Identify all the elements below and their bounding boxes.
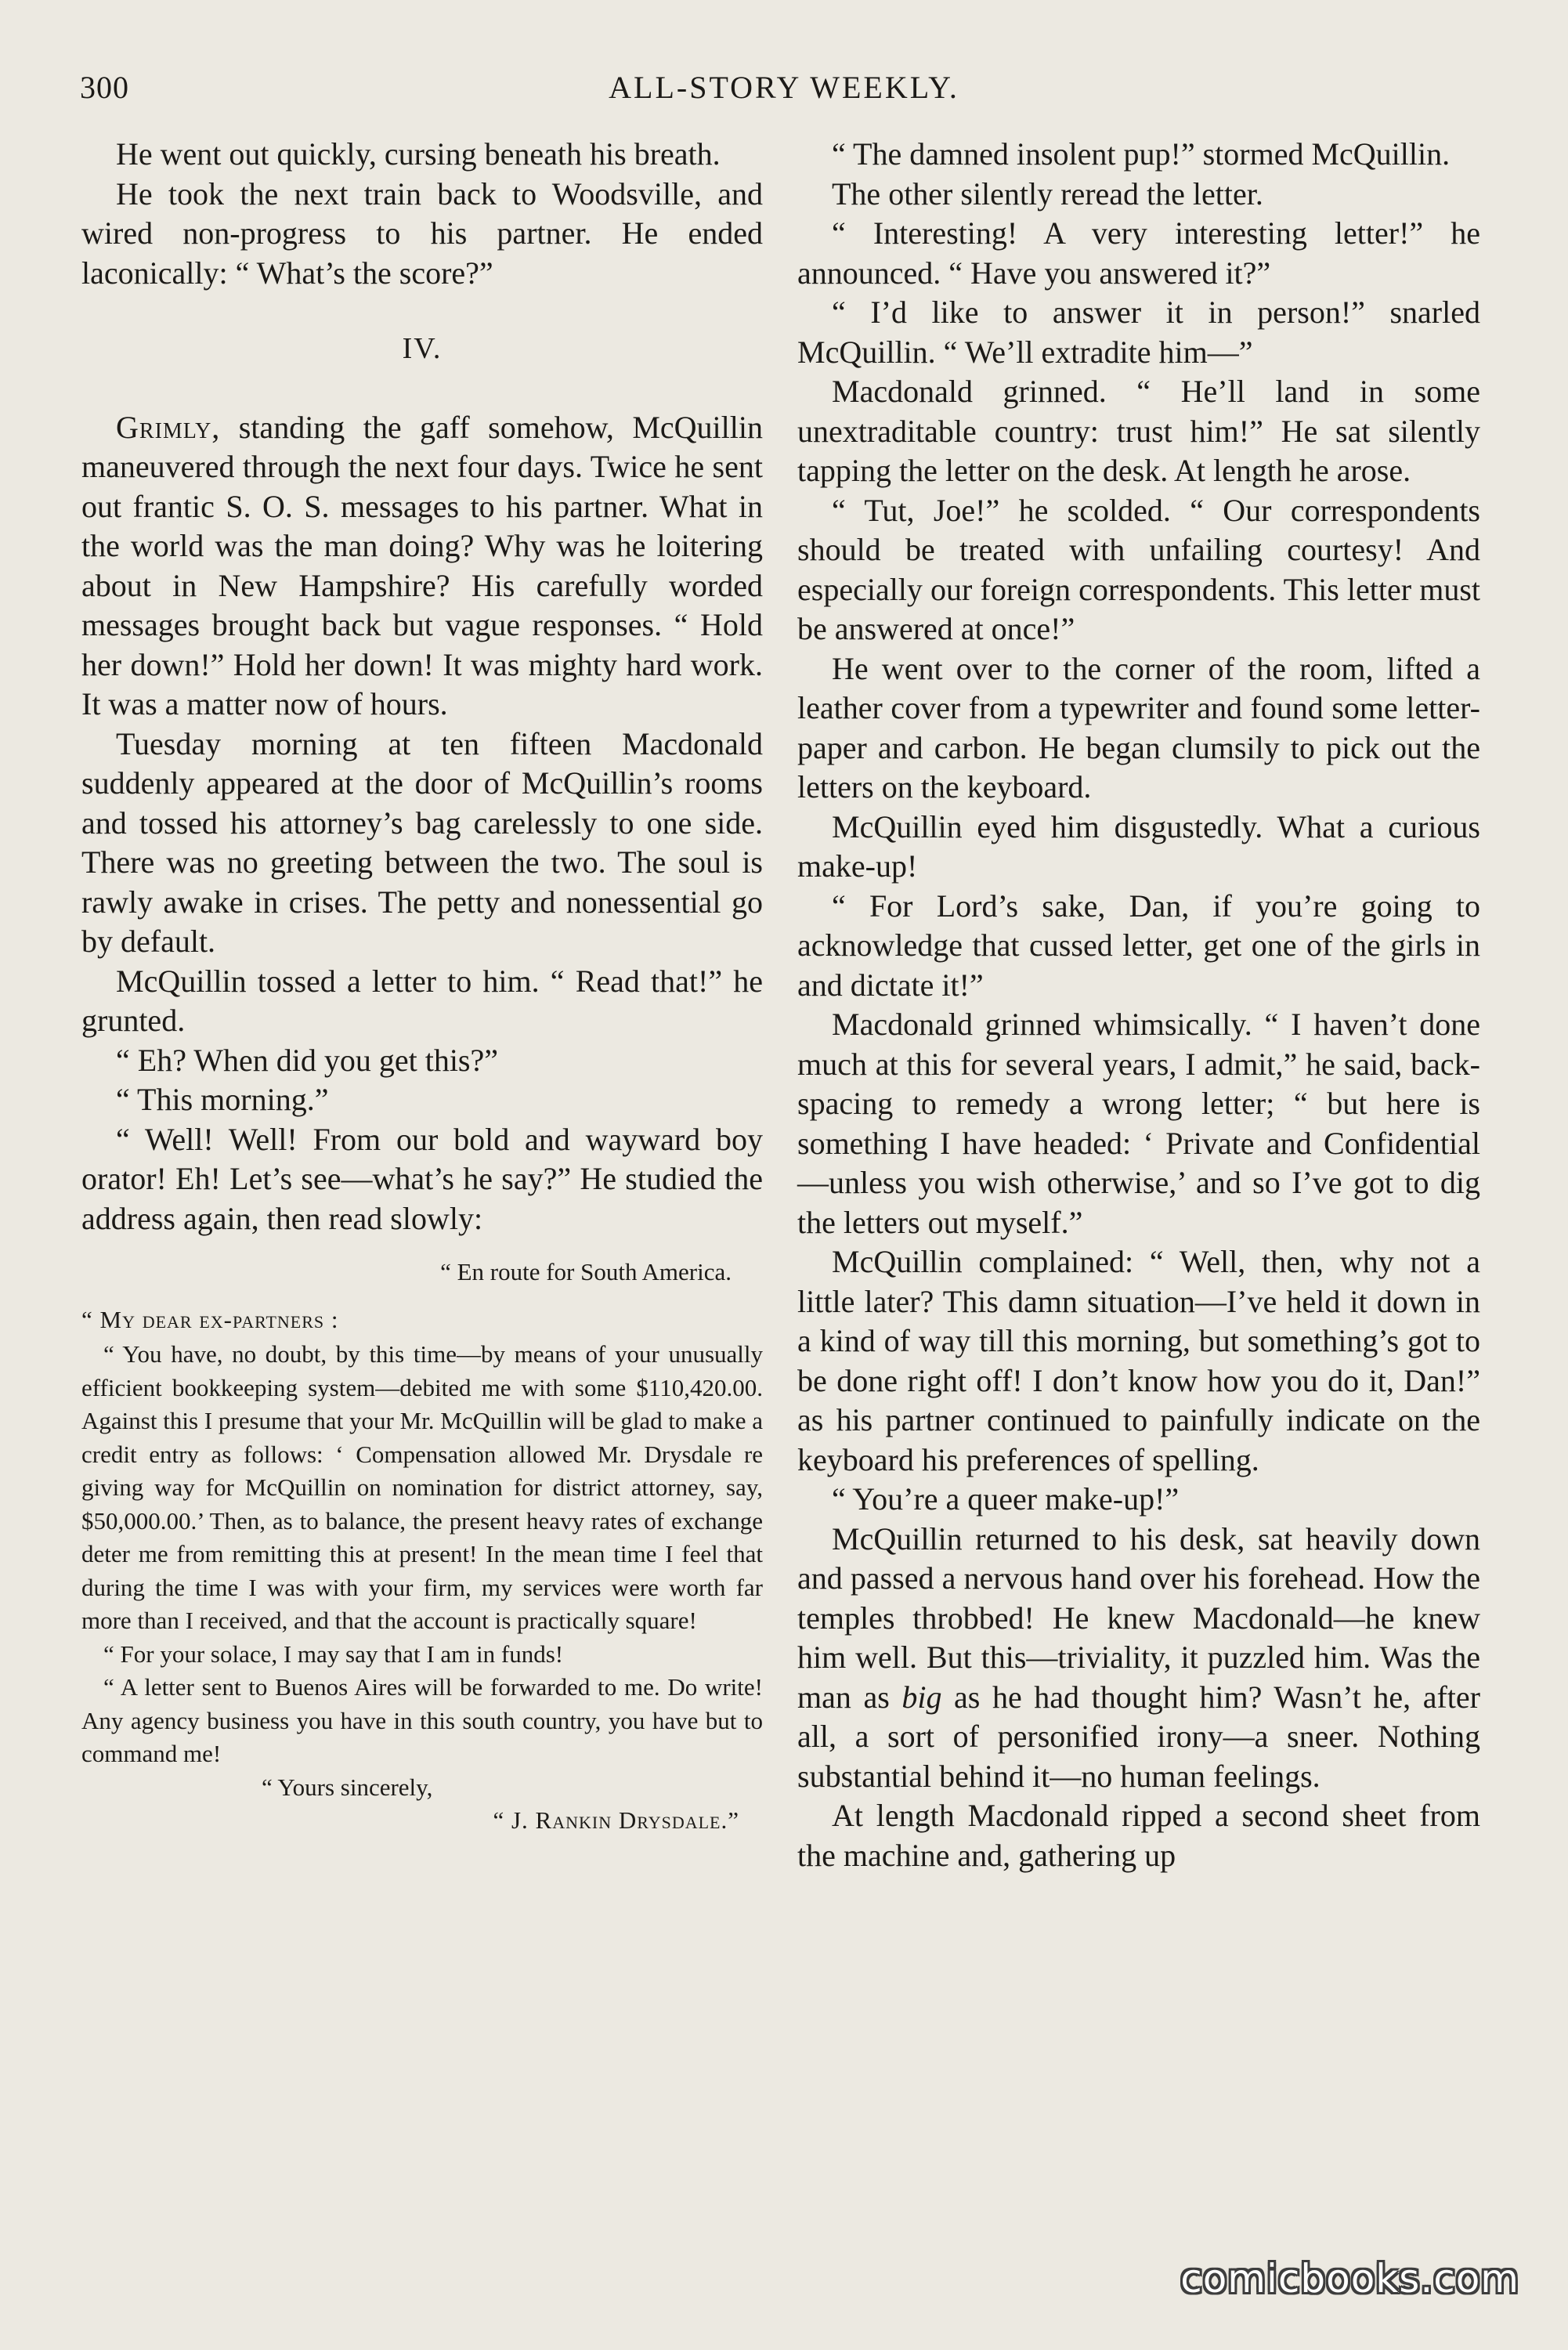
letter-paragraph: “ For your solace, I may say that I am in funds! — [103, 1640, 564, 1668]
letter-closing: “ Yours sincerely, — [262, 1773, 433, 1801]
quoted-letter — [81, 1256, 763, 1838]
paragraph-text: standing the gaff somehow, McQuillin maneuvered through the next four days. Twice he sent out frantic S. O. S. messages to his partner. What in the world was the man doing? Why was he loitering about in New Hampshire? His carefully worded messages brought back but vague responses. “ Hold her down!” Hold her down! It was mighty hard work. It was a matter now of hours. — [81, 409, 763, 721]
paragraph: Macdonald grinned. “ He’ll land in some unextraditable country: trust him!” He sat silently tapping the letter on the desk. At length he arose. — [797, 374, 1480, 488]
section-heading: IV. — [402, 332, 443, 365]
paragraph: “ You’re a queer make-up!” — [832, 1481, 1180, 1517]
paragraph: “ Interesting! A very interesting letter!” he announced. “ Have you answered it?” — [797, 215, 1480, 291]
signature-close: .” — [721, 1806, 739, 1834]
paragraph-text: as he had thought him? Wasn’t he, after all, a sort of personified irony—a sneer. Nothing substantial behind it—no human feelings. — [797, 1679, 1480, 1794]
signature-name: Rankin Drysdale — [535, 1806, 721, 1834]
paragraph: “ For Lord’s sake, Dan, if you’re going to acknowledge that cussed letter, get one of the girls in and dictate it!” — [797, 888, 1480, 1003]
paragraph: “ Well! Well! From our bold and wayward boy orator! Eh! Let’s see—what’s he say?” He studied the address again, then read slowly: — [81, 1121, 763, 1236]
emphasis: big — [901, 1679, 942, 1715]
paragraph: McQuillin eyed him disgustedly. What a curious make-up! — [797, 808, 1480, 884]
running-head: ALL-STORY WEEKLY. — [609, 70, 959, 105]
page-number: 300 — [80, 70, 129, 105]
paragraph-text: McQuillin returned to his desk, sat heavily down and passed a nervous hand over his forehead. How the temples throbbed! He knew Macdonald—he knew him well. But this—triviality, it puzzled him. Was the man as — [797, 1520, 1480, 1715]
paragraph: “ Tut, Joe!” he scolded. “ Our correspondents should be treated with unfailing courtesy! And especially our foreign correspondents. This letter must be answered at once!” — [797, 492, 1480, 646]
paragraph: “ Eh? When did you get this?” — [116, 1042, 499, 1078]
letter-paragraph: “ You have, no doubt, by this time—by means of your unusually efficient bookkeeping system—debited me with some $110,420.00. Against this I presume that your Mr. McQuillin will be glad to make a credit entry as follows: ‘ Compensation allowed Mr. Drysdale re giving way for McQuillin on nomination for district attorney, say, $50,000.00.’ Then, as to balance, the present heavy rates of exchange deter me from remitting this at present! In the mean time I feel that during the time I was with your firm, my services were worth far more than I received, and that the account is practically square! — [81, 1340, 763, 1634]
letter-signature — [81, 1804, 763, 1838]
paragraph: “ I’d like to answer it in person!” snarled McQuillin. “ We’ll extradite him—” — [797, 295, 1480, 370]
paragraph — [81, 408, 763, 725]
paragraph: Macdonald grinned whimsically. “ I haven’t done much at this for several years, I admit,” he said, back-spacing to remedy a wrong letter; “ but here is something I have headed: ‘ Private and Confidential—unless you wish otherwise,’ and so I’ve got to dig the letters out myself.” — [797, 1007, 1480, 1240]
signature-open: “ J. — [493, 1806, 536, 1834]
letter-salutation: “ My dear ex-partners : — [81, 1305, 339, 1333]
paragraph: He went out quickly, cursing beneath his breath. — [116, 136, 721, 172]
paragraph: McQuillin tossed a letter to him. “ Read that!” he grunted. — [81, 963, 763, 1038]
letter-paragraph: “ A letter sent to Buenos Aires will be forwarded to me. Do write! Any agency business you have in this south country, you have but to command me! — [81, 1673, 763, 1767]
paragraph: He went over to the corner of the room, lifted a leather cover from a typewriter and found some letter-paper and carbon. He began clumsily to pick out the letters on the keyboard. — [797, 650, 1480, 804]
paragraph: The other silently reread the letter. — [832, 175, 1263, 212]
paragraph: Tuesday morning at ten fifteen Macdonald suddenly appeared at the door of McQuillin’s rooms and tossed his attorney’s bag carelessly to one side. There was no greeting between the two. The soul is rawly awake in crises. The petty and nonessential go by default. — [81, 725, 763, 959]
left-column — [81, 135, 763, 1838]
paragraph: He took the next train back to Woodsville, and wired non-progress to his partner. He ended laconically: “ What’s the score?” — [81, 175, 763, 291]
paragraph: “ The damned insolent pup!” stormed McQuillin. — [832, 136, 1451, 172]
right-column — [797, 135, 1480, 1875]
paragraph: “ This morning.” — [116, 1082, 329, 1117]
paragraph — [797, 1520, 1480, 1797]
paragraph: At length Macdonald ripped a second sheet from the machine and, gathering up — [797, 1798, 1480, 1873]
lead-word: Grimly, — [116, 409, 221, 445]
paragraph: McQuillin complained: “ Well, then, why not a little later? This damn situation—I’ve held it down in a kind of way till this morning, but something’s got to be done right off! I don’t know how you do it, Dan!” as his partner continued to painfully indicate on the keyboard his preferences of spelling. — [797, 1244, 1480, 1477]
watermark: comicbooks.com — [1180, 2256, 1519, 2301]
letter-dateline: “ En route for South America. — [440, 1258, 732, 1285]
